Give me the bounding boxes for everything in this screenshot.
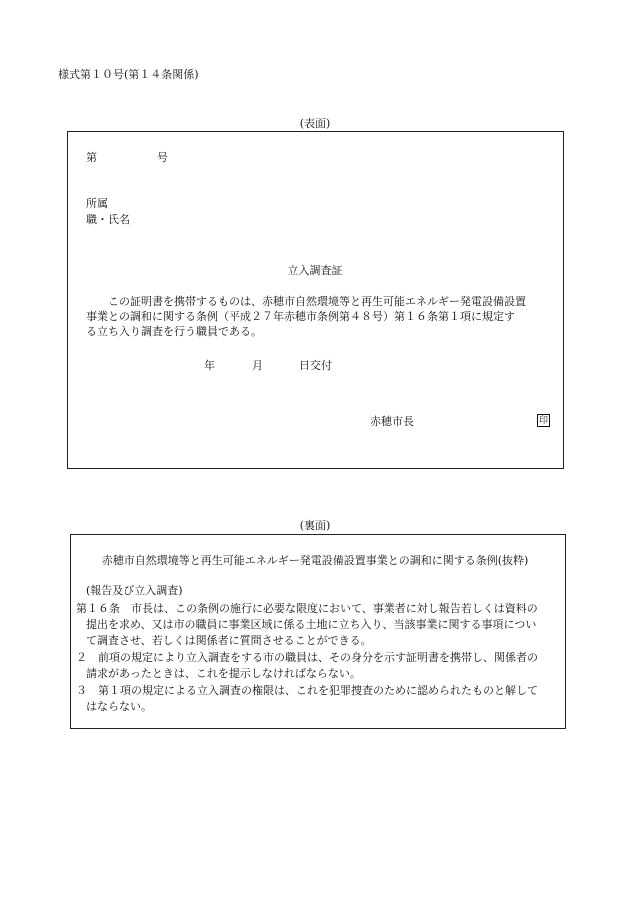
certificate-body-line: 事業との調和に関する条例（平成２７年赤穂市条例第４８号）第１６条第１項に規定す bbox=[86, 309, 515, 323]
seal-mark: 印 bbox=[538, 416, 548, 426]
certificate-number-prefix: 第 bbox=[86, 151, 97, 164]
issue-date-day: 日交付 bbox=[299, 359, 332, 372]
ordinance-title: 赤穂市自然環境等と再生可能エネルギー発電設備設置事業との調和に関する条例(抜粋) bbox=[101, 554, 529, 567]
article-line: て調査させ、若しくは関係者に質問させることができる。 bbox=[86, 634, 372, 647]
form-number-label: 様式第１０号(第１４条関係) bbox=[58, 68, 199, 81]
issuer-name: 赤穂市長 bbox=[370, 415, 414, 428]
issue-date-year: 年 bbox=[204, 359, 215, 372]
back-side-caption: (裏面) bbox=[299, 519, 331, 532]
article-line: 提出を求め、又は市の職員に事業区域に係る土地に立ち入り、当該事業に関する事項につい bbox=[86, 618, 537, 631]
section-heading: (報告及び立入調査) bbox=[86, 584, 183, 597]
article-line: はならない。 bbox=[86, 700, 152, 713]
certificate-number-suffix: 号 bbox=[157, 151, 168, 164]
position-name-label: 職・氏名 bbox=[86, 213, 130, 226]
front-side-caption: (表面) bbox=[299, 117, 331, 130]
issue-date-month: 月 bbox=[252, 359, 263, 372]
certificate-body-line: この証明書を携帯するものは、赤穂市自然環境等と再生可能エネルギー発電設備設置 bbox=[108, 295, 526, 308]
article-line: 請求があったときは、これを提示しなければならない。 bbox=[86, 667, 361, 680]
certificate-body-line: る立ち入り調査を行う職員である。 bbox=[86, 324, 262, 338]
article-line: ２ 前項の規定により立入調査をする市の職員は、その身分を示す証明書を携帯し、関係者の bbox=[76, 651, 538, 664]
article-line: ３ 第１項の規定による立入調査の権限は、これを犯罪捜査のために認められたものと解して bbox=[76, 684, 538, 697]
certificate-body bbox=[86, 295, 556, 340]
article-line: 第１６条 市長は、この条例の施行に必要な限度において、事業者に対し報告若しくは資料の bbox=[76, 602, 538, 615]
affiliation-label: 所属 bbox=[86, 197, 108, 210]
certificate-title: 立入調査証 bbox=[287, 264, 343, 277]
